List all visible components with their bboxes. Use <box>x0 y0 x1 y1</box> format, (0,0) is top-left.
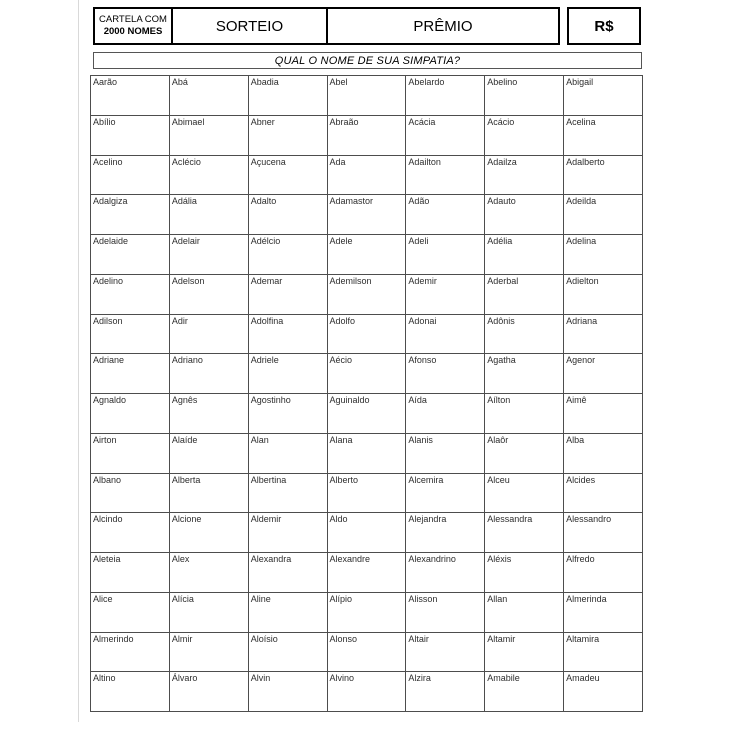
name-cell: Airton <box>91 433 170 473</box>
name-cell: Agnaldo <box>91 394 170 434</box>
name-cell: Alcione <box>169 513 248 553</box>
table-row <box>91 195 643 235</box>
table-row <box>91 513 643 553</box>
name-cell: Alexandra <box>248 553 327 593</box>
premio-box: PRÊMIO <box>326 7 560 45</box>
name-cell: Adeli <box>406 235 485 275</box>
name-cell: Abimael <box>169 115 248 155</box>
name-cell: Acácia <box>406 115 485 155</box>
name-cell: Adelair <box>169 235 248 275</box>
name-cell: Amabile <box>485 672 564 712</box>
name-cell: Agatha <box>485 354 564 394</box>
name-cell: Adália <box>169 195 248 235</box>
name-cell: Adailton <box>406 155 485 195</box>
name-cell: Aldemir <box>248 513 327 553</box>
name-cell: Ademir <box>406 274 485 314</box>
name-cell: Alexandre <box>327 553 406 593</box>
name-cell: Aguinaldo <box>327 394 406 434</box>
name-cell: Aclécio <box>169 155 248 195</box>
name-cell: Amadeu <box>564 672 643 712</box>
name-cell: Aléxis <box>485 553 564 593</box>
name-cell: Adauto <box>485 195 564 235</box>
name-cell: Alejandra <box>406 513 485 553</box>
name-cell: Almir <box>169 632 248 672</box>
name-cell: Alanis <box>406 433 485 473</box>
table-row <box>91 672 643 712</box>
name-cell: Almerindo <box>91 632 170 672</box>
name-cell: Adonai <box>406 314 485 354</box>
name-cell: Alberta <box>169 473 248 513</box>
name-cell: Acelina <box>564 115 643 155</box>
name-cell: Agnês <box>169 394 248 434</box>
name-cell: Ademilson <box>327 274 406 314</box>
name-cell: Adélia <box>485 235 564 275</box>
name-cell: Agenor <box>564 354 643 394</box>
name-cell: Alonso <box>327 632 406 672</box>
table-row <box>91 314 643 354</box>
name-cell: Alcides <box>564 473 643 513</box>
name-cell: Alice <box>91 592 170 632</box>
currency-box: R$ <box>567 7 641 45</box>
name-cell: Ada <box>327 155 406 195</box>
name-cell: Adriele <box>248 354 327 394</box>
name-cell: Agostinho <box>248 394 327 434</box>
name-cell: Acácio <box>485 115 564 155</box>
name-cell: Alcindo <box>91 513 170 553</box>
table-row <box>91 473 643 513</box>
table-row <box>91 433 643 473</box>
name-cell: Alexandrino <box>406 553 485 593</box>
name-cell: Aarão <box>91 76 170 116</box>
table-row <box>91 274 643 314</box>
name-cell: Abelardo <box>406 76 485 116</box>
name-cell: Adele <box>327 235 406 275</box>
name-cell: Altamir <box>485 632 564 672</box>
cartela-label-line2: 2000 NOMES <box>103 26 163 37</box>
table-row <box>91 394 643 434</box>
name-cell: Adalto <box>248 195 327 235</box>
table-row <box>91 115 643 155</box>
name-cell: Alessandra <box>485 513 564 553</box>
name-cell: Aílton <box>485 394 564 434</box>
name-cell: Aldo <box>327 513 406 553</box>
name-cell: Adir <box>169 314 248 354</box>
name-cell: Adamastor <box>327 195 406 235</box>
name-cell: Afonso <box>406 354 485 394</box>
header-band <box>93 7 643 45</box>
name-cell: Alex <box>169 553 248 593</box>
name-cell: Altamira <box>564 632 643 672</box>
sorteio-box: SORTEIO <box>171 7 328 45</box>
name-cell: Abelino <box>485 76 564 116</box>
name-cell: Alzira <box>406 672 485 712</box>
name-cell: Abigail <box>564 76 643 116</box>
question-banner: QUAL O NOME DE SUA SIMPATIA? <box>93 52 642 69</box>
table-row <box>91 155 643 195</box>
name-cell: Adolfo <box>327 314 406 354</box>
name-cell: Albertina <box>248 473 327 513</box>
name-cell: Adailza <box>485 155 564 195</box>
name-cell: Alisson <box>406 592 485 632</box>
table-row <box>91 76 643 116</box>
name-cell: Adelina <box>564 235 643 275</box>
name-cell: Aécio <box>327 354 406 394</box>
name-cell: Alaôr <box>485 433 564 473</box>
page-edge-guide <box>78 0 79 722</box>
name-cell: Abá <box>169 76 248 116</box>
table-row <box>91 235 643 275</box>
name-cell: Adriana <box>564 314 643 354</box>
name-cell: Adão <box>406 195 485 235</box>
name-cell: Abraão <box>327 115 406 155</box>
name-cell: Adelaide <box>91 235 170 275</box>
name-cell: Allan <box>485 592 564 632</box>
name-cell: Aleteia <box>91 553 170 593</box>
name-cell: Alcemira <box>406 473 485 513</box>
name-cell: Abner <box>248 115 327 155</box>
name-cell: Adalgiza <box>91 195 170 235</box>
name-cell: Acelino <box>91 155 170 195</box>
name-cell: Alvin <box>248 672 327 712</box>
name-cell: Aída <box>406 394 485 434</box>
names-table <box>90 75 643 712</box>
name-cell: Alana <box>327 433 406 473</box>
name-cell: Altino <box>91 672 170 712</box>
name-cell: Alceu <box>485 473 564 513</box>
table-row <box>91 592 643 632</box>
name-cell: Adalberto <box>564 155 643 195</box>
name-cell: Alípio <box>327 592 406 632</box>
name-cell: Adeilda <box>564 195 643 235</box>
table-row <box>91 553 643 593</box>
name-cell: Aimê <box>564 394 643 434</box>
name-cell: Albano <box>91 473 170 513</box>
name-cell: Aderbal <box>485 274 564 314</box>
name-cell: Almerinda <box>564 592 643 632</box>
name-cell: Ademar <box>248 274 327 314</box>
name-cell: Adilson <box>91 314 170 354</box>
name-cell: Adriane <box>91 354 170 394</box>
name-cell: Alícia <box>169 592 248 632</box>
cartela-label-line1: CARTELA COM <box>99 14 167 26</box>
name-cell: Álvaro <box>169 672 248 712</box>
name-cell: Adolfina <box>248 314 327 354</box>
name-cell: Adriano <box>169 354 248 394</box>
name-cell: Alaíde <box>169 433 248 473</box>
name-cell: Açucena <box>248 155 327 195</box>
cartela-info-box <box>93 7 173 45</box>
name-cell: Aloísio <box>248 632 327 672</box>
table-row <box>91 632 643 672</box>
name-cell: Aline <box>248 592 327 632</box>
name-cell: Alvino <box>327 672 406 712</box>
name-cell: Alfredo <box>564 553 643 593</box>
name-cell: Adelino <box>91 274 170 314</box>
name-cell: Alba <box>564 433 643 473</box>
name-cell: Abel <box>327 76 406 116</box>
name-cell: Adélcio <box>248 235 327 275</box>
name-cell: Adônis <box>485 314 564 354</box>
name-cell: Abílio <box>91 115 170 155</box>
name-cell: Alan <box>248 433 327 473</box>
name-cell: Adelson <box>169 274 248 314</box>
name-cell: Alberto <box>327 473 406 513</box>
name-cell: Adielton <box>564 274 643 314</box>
name-cell: Alessandro <box>564 513 643 553</box>
name-cell: Abadia <box>248 76 327 116</box>
table-row <box>91 354 643 394</box>
name-cell: Altair <box>406 632 485 672</box>
names-table-body <box>91 76 643 712</box>
